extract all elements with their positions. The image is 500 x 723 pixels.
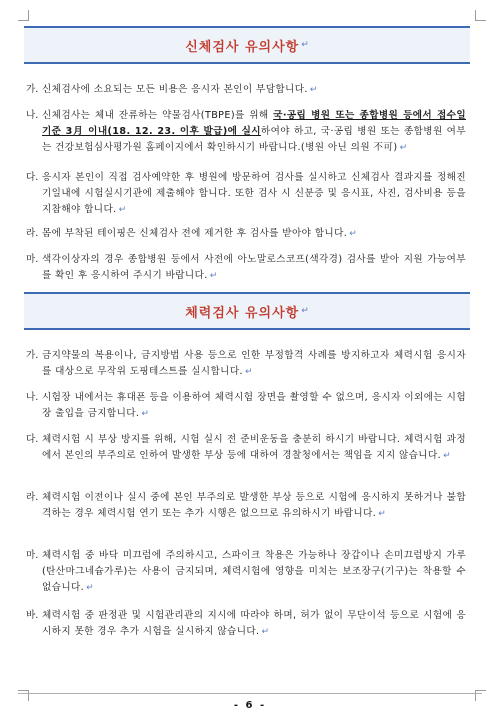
section-header-fitness-test (24, 292, 470, 330)
list-item (26, 226, 466, 242)
return-arrow-icon: ↵ (349, 229, 358, 239)
item-label: 나. (26, 392, 39, 403)
item-text: 하여야 하고, 국·공립 병원 또는 종합병원 여부는 건강보험심사평가원 홈페이지에서 확인하시기 바랍니다.(병원 아닌 의원 不可) (42, 126, 466, 153)
item-label: 라. (26, 492, 39, 503)
list-item (26, 608, 466, 640)
item-text: 체력시험 중 판정관 및 시험관리관의 지시에 따라야 하며, 허가 없이 무단이석 등으로 시험에 응시하지 못한 경우 추가 시험을 실시하지 않습니다. (42, 610, 466, 637)
return-arrow-icon: ↵ (261, 627, 270, 637)
list-item (26, 108, 466, 156)
list-item (26, 490, 466, 522)
item-label: 다. (26, 172, 39, 183)
item-label: 라. (26, 228, 39, 239)
item-label: 가. (26, 84, 39, 95)
return-arrow-icon: ↵ (399, 143, 408, 153)
page-number: - 6 - (233, 700, 267, 711)
return-arrow-icon: ↵ (86, 583, 95, 593)
section-title: 체력검사 유의사항 (185, 305, 300, 321)
list-item (26, 348, 466, 380)
item-text: 금지약물의 복용이나, 금지방법 사용 등으로 인한 부정합격 사례를 방지하고자 체력시험 응시자를 대상으로 무작위 도핑테스트를 실시합니다. (42, 350, 466, 377)
item-text: 체력시험 중 바닥 미끄럼에 주의하시고, 스파이크 착용은 가능하나 장갑이나 손미끄럼방지 가루(탄산마그네슘가루)는 사용이 금지되며, 체력시험에 영향을 미치는 보조장구(기구)는 착용할 수 없습니다. (42, 550, 466, 593)
return-arrow-icon: ↵ (301, 40, 309, 50)
item-text: 시험장 내에서는 휴대폰 등을 이용하여 체력시험 장면을 촬영할 수 없으며, 응시자 이외에는 시험장 출입을 금지합니다. (42, 392, 466, 419)
item-text: 체력시험 이전이나 실시 중에 본인 부주의로 발생한 부상 등으로 시험에 응시하지 못하거나 불합격하는 경우 체력시험 연기 또는 추가 시행은 없으므로 유의하시기 바랍니다. (42, 492, 466, 519)
highlighted-text: 국·공립 병원 또는 종합병원 등에서 접수일 기준 3月 이내(18. 12. 23. 이후 발급)에 실시 (42, 110, 466, 137)
item-label: 마. (26, 550, 39, 561)
return-arrow-icon: ↵ (209, 271, 218, 281)
crop-mark-top-right (475, 10, 486, 21)
item-text: 응시자 본인이 직접 검사예약한 후 병원에 방문하여 검사를 실시하고 신체검사 결과지를 정해진 기일내에 시험실시기관에 제출해야 합니다. 또한 검사 시 신분증 및 응시표, 사진, 검사비용 등을 지참해야 합니다. (42, 172, 466, 215)
section-title: 신체검사 유의사항 (185, 39, 300, 55)
return-arrow-icon: ↵ (378, 509, 387, 519)
list-item (26, 432, 466, 464)
return-arrow-icon: ↵ (443, 451, 452, 461)
item-text: 신체검사에 소요되는 모든 비용은 응시자 본인이 부담합니다. (42, 84, 308, 95)
return-arrow-icon: ↵ (141, 409, 150, 419)
item-text: 신체검사는 체내 잔류하는 약물검사(TBPE)를 위해 (42, 110, 274, 121)
item-label: 바. (26, 610, 39, 621)
section-header-physical-exam (24, 26, 470, 64)
list-item (26, 170, 466, 218)
item-label: 나. (26, 110, 39, 121)
list-item (26, 390, 466, 422)
footer-divider (18, 693, 482, 694)
return-arrow-icon: ↵ (309, 85, 318, 95)
list-item (26, 252, 466, 284)
item-label: 가. (26, 350, 39, 361)
item-label: 다. (26, 434, 39, 445)
crop-mark-top-left (18, 10, 29, 21)
item-label: 마. (26, 254, 39, 265)
return-arrow-icon: ↵ (244, 367, 253, 377)
item-text: 몸에 부착된 테이핑은 신체검사 전에 제거한 후 검사를 받아야 합니다. (42, 228, 348, 239)
list-item (26, 82, 466, 98)
return-arrow-icon: ↵ (118, 205, 127, 215)
item-text: 색각이상자의 경우 종합병원 등에서 사전에 아노말로스코프(색각경) 검사를 받아 지원 가능여부를 확인 후 응시하여 주시기 바랍니다. (42, 254, 466, 281)
item-text: 체력시험 시 부상 방지를 위해, 시험 실시 전 준비운동을 충분히 하시기 바랍니다. 체력시험 과정에서 본인의 부주의로 인하여 발생한 부상 등에 대하여 경찰청에서는 책임을 지지 않습니다. (42, 434, 466, 461)
return-arrow-icon: ↵ (301, 306, 309, 316)
list-item (26, 548, 466, 596)
